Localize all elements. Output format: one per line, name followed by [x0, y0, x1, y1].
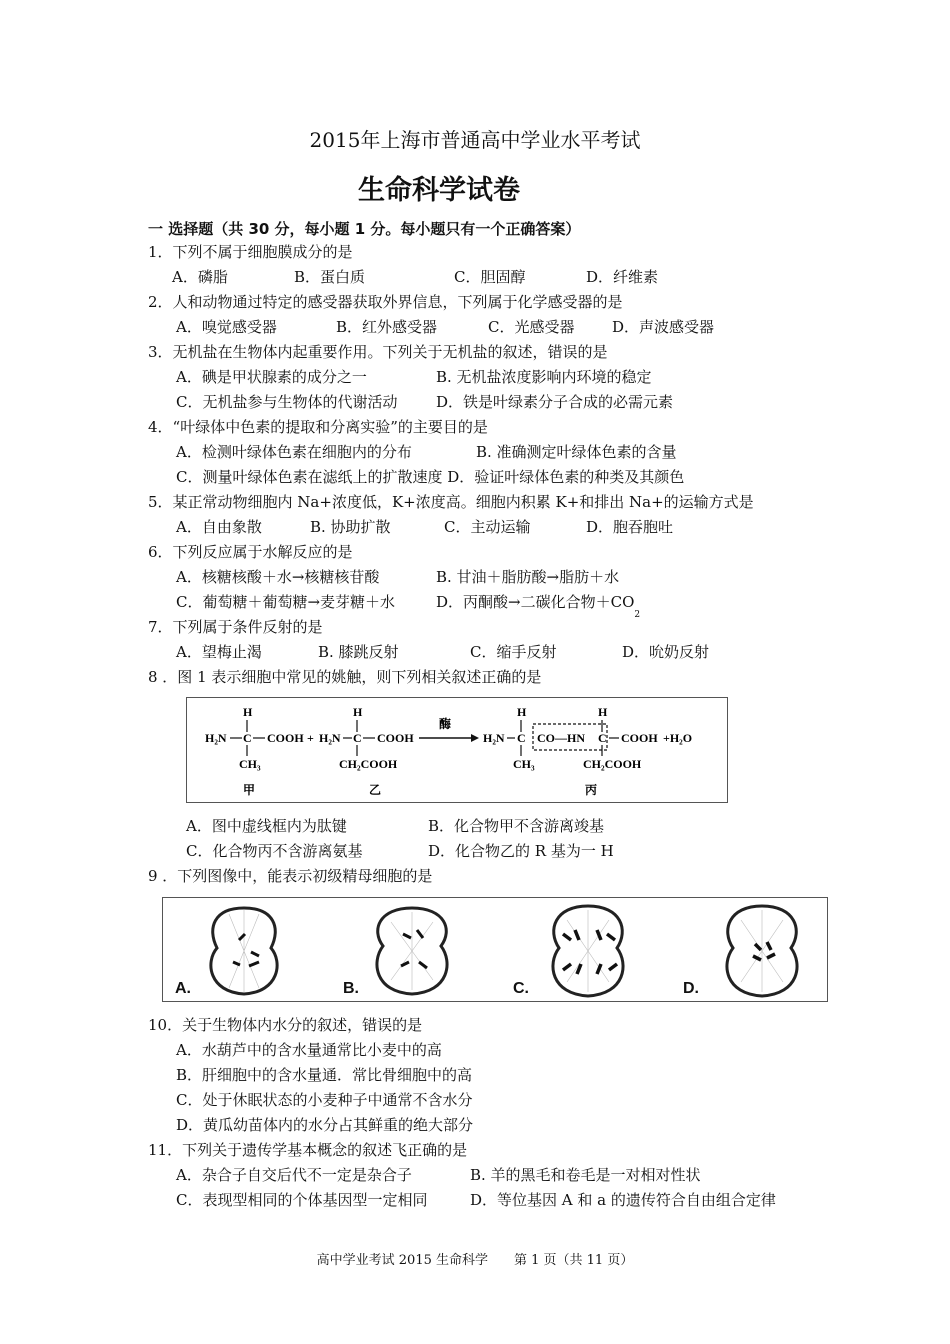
q8-option-c: C．化合物丙不含游离氨基	[186, 842, 363, 860]
fig1-a-h: H	[243, 705, 253, 719]
fig2-cell-a	[199, 900, 289, 1000]
q7-stem: 7．下列属于条件反射的是	[148, 618, 323, 636]
q6-option-d-subscript: 2	[634, 610, 641, 620]
fig1-c-h1: H	[517, 705, 527, 719]
q8-option-b: B．化合物甲不含游离竣基	[428, 817, 605, 835]
q6-option-a: A．核糖核酸＋水→核糖核苷酸	[176, 568, 380, 586]
q4-option-b: B. 准确测定叶绿体色素的含量	[476, 443, 677, 461]
fig2-label-a: A.	[175, 980, 191, 997]
q10-stem: 10．关于生物体内水分的叙述，错误的是	[148, 1016, 423, 1034]
q11-option-d: D．等位基因 A 和 a 的遗传符合自由组合定律	[470, 1191, 776, 1209]
fig1-b-amino: H₂N	[319, 731, 341, 745]
q11-option-a: A．杂合子自交后代不一定是杂合子	[176, 1166, 412, 1184]
fig1-a-methyl: CH₃	[239, 757, 261, 771]
fig1-c-h2: H	[598, 705, 608, 719]
q1-option-a: A．磷脂	[172, 268, 228, 286]
fig1-b-r-group: CH₂COOH	[339, 757, 398, 771]
fig1-c-amino: H₂N	[483, 731, 505, 745]
fig1-label-bing: 丙	[585, 783, 598, 797]
q3-option-c: C．无机盐参与生物体的代谢活动	[176, 393, 398, 411]
paper-title: 生命科学试卷	[358, 175, 520, 206]
section-heading: 一 选择题（共 30 分，每小题 1 分。每小题只有一个正确答案）	[148, 220, 581, 238]
q2-option-c: C．光感受器	[488, 318, 575, 336]
q5-option-b: B. 协助扩散	[310, 518, 391, 536]
figure-1-svg	[187, 698, 727, 802]
fig1-enzyme: 酶	[439, 717, 452, 731]
fig1-b-carboxyl: COOH	[377, 731, 414, 745]
page-footer: 高中学业考试 2015 生命科学 第 1 页（共 11 页）	[316, 1253, 634, 1268]
fig1-b-h: H	[353, 705, 363, 719]
fig1-label-yi: 乙	[369, 783, 382, 797]
fig2-cell-b	[367, 900, 457, 1000]
q3-option-a: A．碘是甲状腺素的成分之一	[176, 368, 367, 386]
fig1-c-carbon1: C	[517, 731, 526, 745]
fig1-c-carbon2: C	[598, 731, 607, 745]
fig1-a-carbon: C	[243, 731, 252, 745]
fig1-a-amino: H₂N	[205, 731, 227, 745]
fig1-plus: +	[307, 731, 314, 745]
figure-1-peptide-reaction	[186, 697, 728, 803]
fig2-cell-c	[543, 900, 633, 1000]
q7-option-b: B. 膝跳反射	[318, 643, 399, 661]
q3-option-d: D．铁是叶绿素分子合成的必需元素	[436, 393, 674, 411]
q2-option-a: A．嗅觉感受器	[176, 318, 277, 336]
q6-option-d: D．丙酮酸→二碳化合物$+CO_2$	[436, 593, 641, 620]
q10-option-b: B．肝细胞中的含水量通．常比骨细胞中的高	[176, 1066, 473, 1084]
fig1-peptide-bond: CO—HN	[537, 731, 585, 745]
q11-option-c: C．表现型相同的个体基因型一定相同	[176, 1191, 428, 1209]
q5-stem: 5．某正常动物细胞内 Na+浓度低，K+浓度高。细胞内积累 K+和排出 Na+的运输方式是	[148, 493, 754, 511]
q5-option-d: D．胞吞胞吐	[586, 518, 674, 536]
q1-option-b: B．蛋白质	[294, 268, 366, 286]
q8-stem: 8 ．图 1 表示细胞中常见的姚触，则下列相关叙述正确的是	[148, 668, 542, 686]
q8-option-a: A．图中虚线框内为肽键	[186, 817, 347, 835]
q10-option-c: C．处于休眠状态的小麦种子中通常不含水分	[176, 1091, 473, 1109]
fig1-c-methyl: CH₃	[513, 757, 535, 771]
exam-title: 2015年上海市普通高中学业水平考试	[309, 128, 641, 152]
q3-stem: 3．无机盐在生物体内起重要作用。下列关于无机盐的叙述，错误的是	[148, 343, 608, 361]
q3-option-b: B. 无机盐浓度影响内环境的稳定	[436, 368, 652, 386]
q5-option-a: A．自由象散	[176, 518, 262, 536]
q4-option-a: A．检测叶绿体色素在细胞内的分布	[176, 443, 412, 461]
fig1-water: +H₂O	[663, 731, 693, 745]
q10-option-a: A．水葫芦中的含水量通常比小麦中的高	[176, 1041, 442, 1059]
q11-stem: 11．下列关于遗传学基本概念的叙述飞正确的是	[148, 1141, 468, 1159]
fig2-label-b: B.	[343, 980, 359, 997]
fig2-label-d: D.	[683, 980, 699, 997]
q7-option-c: C．缩手反射	[470, 643, 557, 661]
fig1-b-carbon: C	[353, 731, 362, 745]
fig1-c-r-group: CH₂COOH	[583, 757, 642, 771]
fig2-cell-d	[717, 900, 807, 1000]
q2-stem: 2．人和动物通过特定的感受器获取外界信息，下列属于化学感受器的是	[148, 293, 623, 311]
q6-option-b: B. 甘油＋脂肪酸→脂肪＋水	[436, 568, 620, 586]
figure-2-dividing-cells	[162, 897, 828, 1002]
q8-option-d: D．化合物乙的 R 基为一 H	[428, 842, 614, 860]
q5-option-c: C．主动运输	[444, 518, 531, 536]
fig1-label-jia: 甲	[243, 783, 256, 797]
q9-stem: 9 ．下列图像中，能表示初级精母细胞的是	[148, 867, 433, 885]
q7-option-d: D．吮奶反射	[622, 643, 710, 661]
q6-stem: 6．下列反应属于水解反应的是	[148, 543, 353, 561]
fig1-arrow-head	[471, 734, 479, 742]
q1-stem: 1．下列不属于细胞膜成分的是	[148, 243, 353, 261]
q1-option-c: C．胆固醇	[454, 268, 526, 286]
fig1-a-carboxyl: COOH	[267, 731, 304, 745]
q6-option-c: C．葡萄糖＋葡萄糖→麦芽糖＋水	[176, 593, 396, 611]
fig1-c-carboxyl: COOH	[621, 731, 658, 745]
q4-option-cd: C．测量叶绿体色素在滤纸上的扩散速度 D．验证叶绿体色素的种类及其颜色	[176, 468, 685, 486]
q1-option-d: D．纤维素	[586, 268, 659, 286]
q2-option-d: D．声波感受器	[612, 318, 715, 336]
q10-option-d: D．黄瓜幼苗体内的水分占其鲜重的绝大部分	[176, 1116, 474, 1134]
q11-option-b: B. 羊的黑毛和卷毛是一对相对性状	[470, 1166, 701, 1184]
fig2-label-c: C.	[513, 980, 529, 997]
q2-option-b: B．红外感受器	[336, 318, 438, 336]
q4-stem: 4．“叶绿体中色素的提取和分离实验”的主要目的是	[148, 418, 488, 436]
q7-option-a: A．望梅止渴	[176, 643, 262, 661]
